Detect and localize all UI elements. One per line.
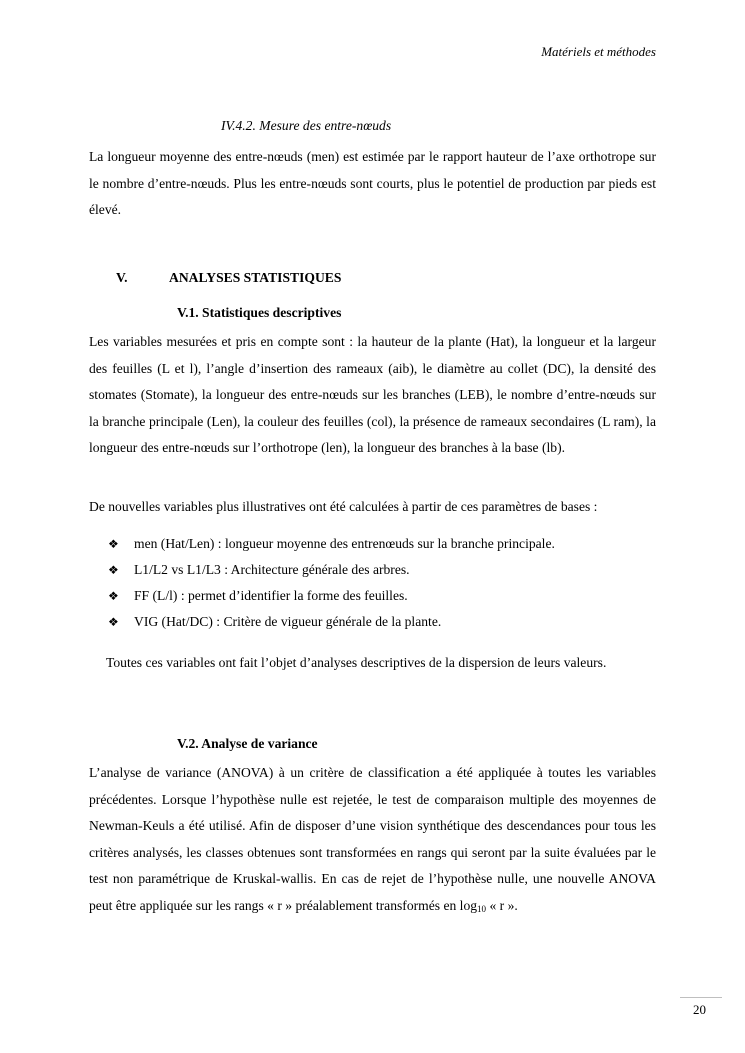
footer-divider <box>680 997 722 998</box>
running-header: Matériels et méthodes <box>541 44 656 59</box>
diamond-bullet-icon: ❖ <box>108 615 119 629</box>
list-item <box>108 612 555 638</box>
subsection-title-v-1: V.1. Statistiques descriptives <box>177 305 342 320</box>
paragraph-variables: Les variables mesurées et pris en compte sont : la hauteur de la plante (Hat), la longueur et la largeur des feuilles (L et l), l’angle d’insertion des rameaux (aib), le diamètre au collet (DC), la densité des stomates (Stomate), la longueur des entre-nœuds sur les branches (LEB), le nombre d’entre-nœuds sur la branche principale (Len), la couleur des feuilles (col), la présence de rameaux secondaires (L ram), la longueur des entre-nœuds sur l’orthotrope (len), la longueur des branches à la base (lb). <box>89 334 656 455</box>
list-item <box>108 586 555 612</box>
list-item <box>108 560 555 586</box>
list-item-text: FF (L/l) : permet d’identifier la forme des feuilles. <box>134 588 408 603</box>
list-item-text: L1/L2 vs L1/L3 : Architecture générale des arbres. <box>134 562 410 577</box>
anova-text-end: « r ». <box>486 897 518 913</box>
log-subscript: 10 <box>477 903 487 914</box>
list-item <box>108 534 555 560</box>
page-number: 20 <box>693 1002 706 1017</box>
diamond-bullet-icon: ❖ <box>108 563 119 577</box>
diamond-bullet-icon: ❖ <box>108 537 119 551</box>
diamond-bullet-icon: ❖ <box>108 589 119 603</box>
paragraph-dispersion: Toutes ces variables ont fait l’objet d’analyses descriptives de la dispersion de leurs valeurs. <box>106 655 607 670</box>
section-number: V. <box>116 270 128 285</box>
section-title-v <box>116 270 341 286</box>
subsection-title-iv-4-2: IV.4.2. Mesure des entre-nœuds <box>221 118 392 133</box>
anova-text: L’analyse de variance (ANOVA) à un critère de classification a été appliquée à toutes les variables précédentes. Lorsque l’hypothèse nulle est rejetée, le test de comparaison multiple des moyennes de Newman-Keuls a été utilisé. Afin de disposer d’une vision synthétique des descendances pour tous les critères analysés, les classes obtenues sont transformées en rangs qui seront par la suite évaluées par le test non paramétrique de Kruskal-wallis. En cas de rejet de l’hypothèse nulle, une nouvelle ANOVA peut être appliquée sur les rangs « r » préalablement transformés en log <box>89 765 656 913</box>
list-item-text: VIG (Hat/DC) : Critère de vigueur générale de la plante. <box>134 614 442 629</box>
bullet-list <box>108 534 555 638</box>
section-heading: ANALYSES STATISTIQUES <box>169 270 342 285</box>
subsection-title-v-2: V.2. Analyse de variance <box>177 736 318 751</box>
paragraph-new-variables: De nouvelles variables plus illustratives ont été calculées à partir de ces paramètres de bases : <box>89 499 598 514</box>
paragraph-entre-noeuds: La longueur moyenne des entre-nœuds (men) est estimée par le rapport hauteur de l’axe orthotrope sur le nombre d’entre-nœuds. Plus les entre-nœuds sont courts, plus le potentiel de production par pieds est élevé. <box>89 149 656 217</box>
list-item-text: men (Hat/Len) : longueur moyenne des entrenœuds sur la branche principale. <box>134 536 555 551</box>
paragraph-anova <box>89 760 656 922</box>
